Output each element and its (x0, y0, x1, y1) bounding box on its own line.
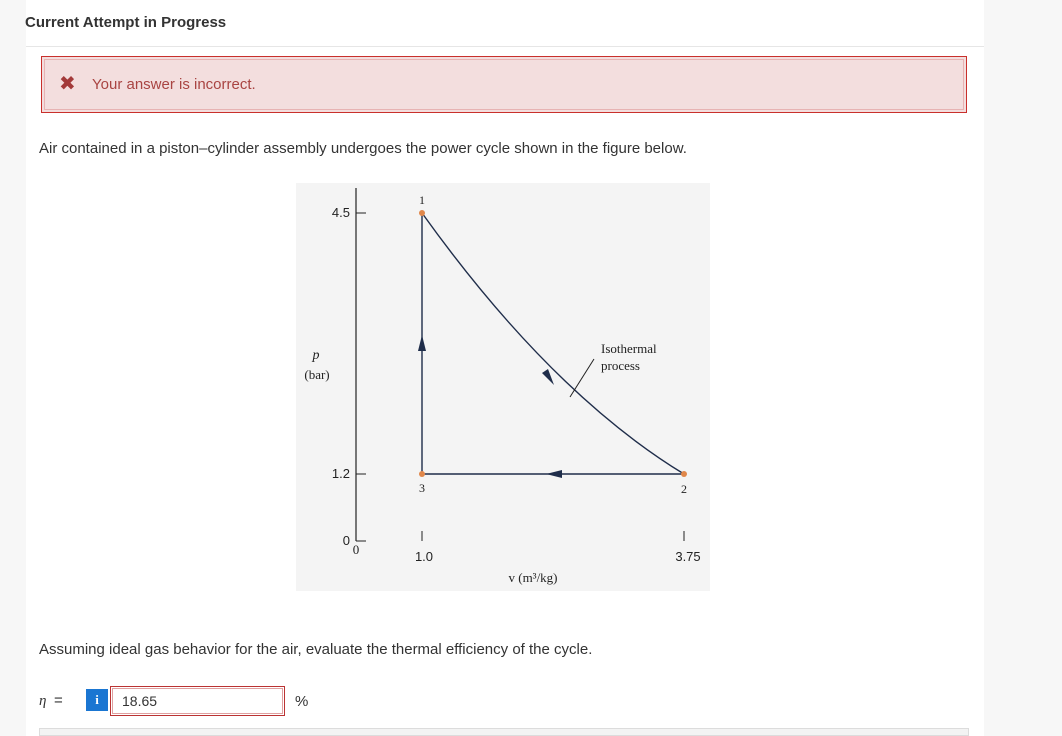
y-axis-label-symbol: p (312, 348, 320, 363)
alert-message: Your answer is incorrect. (92, 76, 256, 93)
info-icon[interactable]: i (86, 689, 108, 711)
state-point-3 (419, 471, 425, 477)
annotation-isothermal: Isothermal (601, 341, 657, 356)
y-tick-label-0: 0 (342, 533, 350, 548)
arrow-2-3 (546, 470, 562, 478)
y-tick-label-1.2: 1.2 (331, 466, 350, 481)
arrow-1-2 (542, 369, 554, 385)
state-label-1: 1 (419, 193, 425, 207)
x-mark-icon: ✖ (59, 73, 76, 95)
efficiency-answer-input[interactable]: 18.65 (110, 686, 285, 716)
state-label-3: 3 (419, 481, 425, 495)
x-tick-label-3.75: 3.75 (675, 549, 701, 564)
equals-sign: = (54, 692, 63, 709)
arrow-3-1 (418, 335, 426, 351)
eta-symbol: η (39, 693, 47, 709)
state-label-2: 2 (681, 482, 687, 496)
y-tick-label-4.5: 4.5 (331, 205, 350, 220)
annotation-process: process (601, 358, 640, 373)
pv-diagram-figure (296, 183, 710, 591)
state-point-2 (681, 471, 687, 477)
question-intro: Air contained in a piston–cylinder assembly undergoes the power cycle shown in the figure below. (39, 140, 687, 157)
incorrect-answer-alert (41, 56, 967, 113)
answer-row (39, 686, 639, 718)
x-tick-label-1.0: 1.0 (414, 549, 434, 564)
header-divider (26, 46, 984, 47)
y-axis-label-unit: (bar) (304, 367, 330, 382)
pv-diagram (296, 183, 710, 591)
x-tick-label-0: 0 (352, 542, 360, 557)
x-axis-label: v (m³/kg) (508, 570, 558, 585)
attempt-header: Current Attempt in Progress (25, 14, 227, 31)
annotation-leader (570, 359, 594, 397)
bottom-panel (39, 728, 969, 736)
state-point-1 (419, 210, 425, 216)
question-prompt: Assuming ideal gas behavior for the air, evaluate the thermal efficiency of the cycle. (39, 641, 593, 658)
unit-label: % (295, 693, 309, 710)
